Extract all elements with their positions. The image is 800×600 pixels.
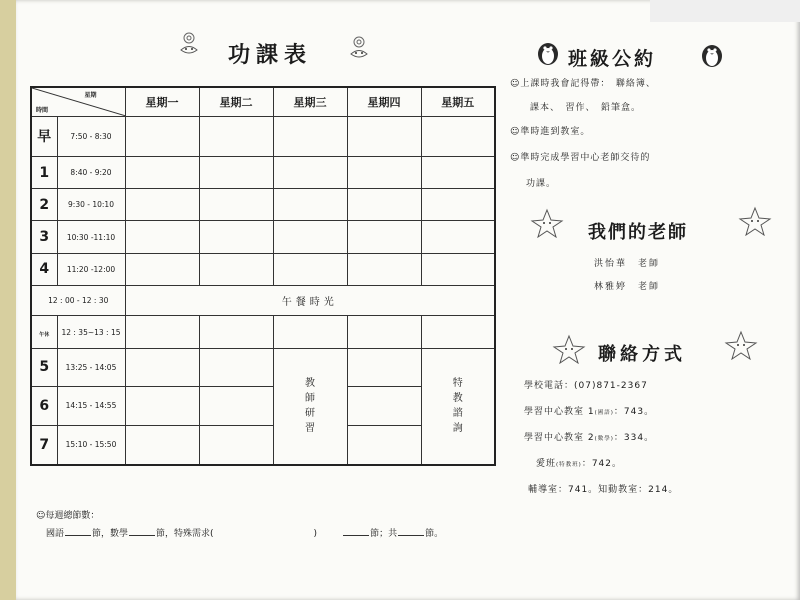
period-number: 7 bbox=[31, 425, 57, 465]
schedule-cell bbox=[347, 425, 421, 465]
schedule-cell bbox=[125, 117, 199, 157]
blank-field[interactable] bbox=[343, 526, 369, 536]
schedule-cell bbox=[421, 156, 495, 188]
schedule-cell bbox=[199, 189, 273, 221]
schedule-cell bbox=[347, 253, 421, 285]
schedule-cell bbox=[421, 221, 495, 253]
star-doodle-icon bbox=[724, 330, 758, 360]
period-row-morning bbox=[31, 117, 495, 157]
schedule-cell bbox=[199, 156, 273, 188]
schedule-cell bbox=[125, 425, 199, 465]
day-header-wed: 星期三 bbox=[273, 87, 347, 117]
contact-title: 聯絡方式 bbox=[598, 344, 686, 365]
noon-label: 午休 bbox=[31, 316, 57, 348]
period-number: 6 bbox=[31, 387, 57, 426]
schedule-cell bbox=[199, 316, 273, 348]
noon-time: 12 : 35~13 : 15 bbox=[57, 316, 125, 348]
corner-day-label: 星期 bbox=[84, 92, 97, 99]
contact-room-2: 學習中心教室 2(數學)：334。 bbox=[524, 433, 655, 443]
blank-field[interactable] bbox=[129, 526, 155, 536]
schedule-cell bbox=[199, 387, 273, 426]
schedule-cell bbox=[421, 117, 495, 157]
day-header-mon: 星期一 bbox=[125, 87, 199, 117]
weekly-total-line: 國語 節，數學 節，特殊需求( ) 節；共 節。 bbox=[46, 526, 443, 539]
schedule-cell bbox=[347, 117, 421, 157]
schedule-cell bbox=[273, 117, 347, 157]
schedule-cell bbox=[347, 348, 421, 387]
schedule-cell bbox=[125, 348, 199, 387]
timetable-title: 功課表 bbox=[227, 42, 312, 68]
schedule-cell bbox=[125, 387, 199, 426]
schedule-cell bbox=[347, 156, 421, 188]
period-row-2 bbox=[31, 189, 495, 221]
corner-header bbox=[31, 87, 125, 117]
period-time: 7:50 - 8:30 bbox=[57, 117, 125, 157]
period-number: 2 bbox=[31, 189, 57, 221]
contact-special-class: 愛班(特教班)：742。 bbox=[536, 459, 622, 469]
schedule-cell bbox=[199, 117, 273, 157]
contact-counseling: 輔導室：741。知動教室：214。 bbox=[528, 485, 679, 495]
star-doodle-icon bbox=[530, 208, 564, 238]
teacher-name: 林雅婷 老師 bbox=[594, 282, 661, 292]
cloud-doodle-icon bbox=[348, 34, 370, 64]
schedule-cell bbox=[125, 316, 199, 348]
period-row-1 bbox=[31, 156, 495, 188]
period-time: 8:40 - 9:20 bbox=[57, 156, 125, 188]
period-row-5 bbox=[31, 348, 495, 387]
schedule-cell bbox=[125, 156, 199, 188]
period-number: 4 bbox=[31, 253, 57, 285]
rule-item: 功課。 bbox=[526, 179, 557, 189]
schedule-cell bbox=[125, 253, 199, 285]
weekly-total-heading: ☺每週總節數： bbox=[36, 511, 100, 521]
noon-nap-row bbox=[31, 316, 495, 348]
period-number: 5 bbox=[31, 348, 57, 387]
schedule-cell bbox=[273, 221, 347, 253]
schedule-cell bbox=[199, 253, 273, 285]
penguin-icon bbox=[536, 38, 560, 66]
period-time: 14:15 - 14:55 bbox=[57, 387, 125, 426]
school-phone: 學校電話：(07)871-2367 bbox=[524, 381, 648, 391]
schedule-cell bbox=[125, 221, 199, 253]
teachers-title: 我們的老師 bbox=[588, 222, 688, 243]
rule-item: ☺準時完成學習中心老師交待的 bbox=[510, 153, 651, 163]
contact-room-1: 學習中心教室 1(國語)：743。 bbox=[524, 407, 655, 417]
schedule-cell bbox=[421, 253, 495, 285]
period-time: 13:25 - 14:05 bbox=[57, 348, 125, 387]
period-time: 15:10 - 15:50 bbox=[57, 425, 125, 465]
blank-field[interactable] bbox=[65, 526, 91, 536]
period-number: 1 bbox=[31, 156, 57, 188]
page-fold bbox=[650, 0, 800, 22]
teacher-name: 洪怡華 老師 bbox=[594, 259, 661, 269]
timetable bbox=[30, 86, 496, 466]
schedule-cell bbox=[125, 189, 199, 221]
rule-item: 課本、 習作、 鉛筆盒。 bbox=[530, 103, 642, 113]
period-number: 早 bbox=[31, 117, 57, 157]
period-row-4 bbox=[31, 253, 495, 285]
day-header-thu: 星期四 bbox=[347, 87, 421, 117]
lunch-time: 12 : 00 - 12 : 30 bbox=[31, 286, 125, 316]
schedule-cell bbox=[199, 221, 273, 253]
schedule-cell bbox=[421, 316, 495, 348]
schedule-cell bbox=[199, 425, 273, 465]
lunch-row bbox=[31, 286, 495, 316]
blank-field[interactable] bbox=[398, 526, 424, 536]
day-header-tue: 星期二 bbox=[199, 87, 273, 117]
schedule-cell bbox=[273, 189, 347, 221]
schedule-cell bbox=[347, 387, 421, 426]
period-time: 10:30 -11:10 bbox=[57, 221, 125, 253]
star-doodle-icon bbox=[738, 206, 772, 236]
schedule-cell bbox=[273, 316, 347, 348]
corner-time-label: 時間 bbox=[36, 107, 49, 114]
lunch-label: 午餐時光 bbox=[125, 286, 495, 316]
schedule-cell bbox=[273, 156, 347, 188]
penguin-icon bbox=[700, 40, 724, 68]
rule-item: ☺上課時我會記得帶： 聯絡簿、 bbox=[510, 79, 656, 89]
friday-afternoon-cell: 特 教 諮 詢 bbox=[421, 348, 495, 465]
star-doodle-icon bbox=[552, 334, 586, 364]
wednesday-afternoon-cell: 教 師 研 習 bbox=[273, 348, 347, 465]
period-time: 9:30 - 10:10 bbox=[57, 189, 125, 221]
schedule-cell bbox=[199, 348, 273, 387]
rule-item: ☺準時進到教室。 bbox=[510, 127, 591, 137]
schedule-cell bbox=[347, 189, 421, 221]
day-header-fri: 星期五 bbox=[421, 87, 495, 117]
schedule-cell bbox=[273, 253, 347, 285]
period-time: 11:20 -12:00 bbox=[57, 253, 125, 285]
class-rules-title: 班級公約 bbox=[568, 48, 657, 70]
schedule-cell bbox=[347, 316, 421, 348]
schedule-cell bbox=[347, 221, 421, 253]
period-number: 3 bbox=[31, 221, 57, 253]
period-row-3 bbox=[31, 221, 495, 253]
schedule-cell bbox=[421, 189, 495, 221]
